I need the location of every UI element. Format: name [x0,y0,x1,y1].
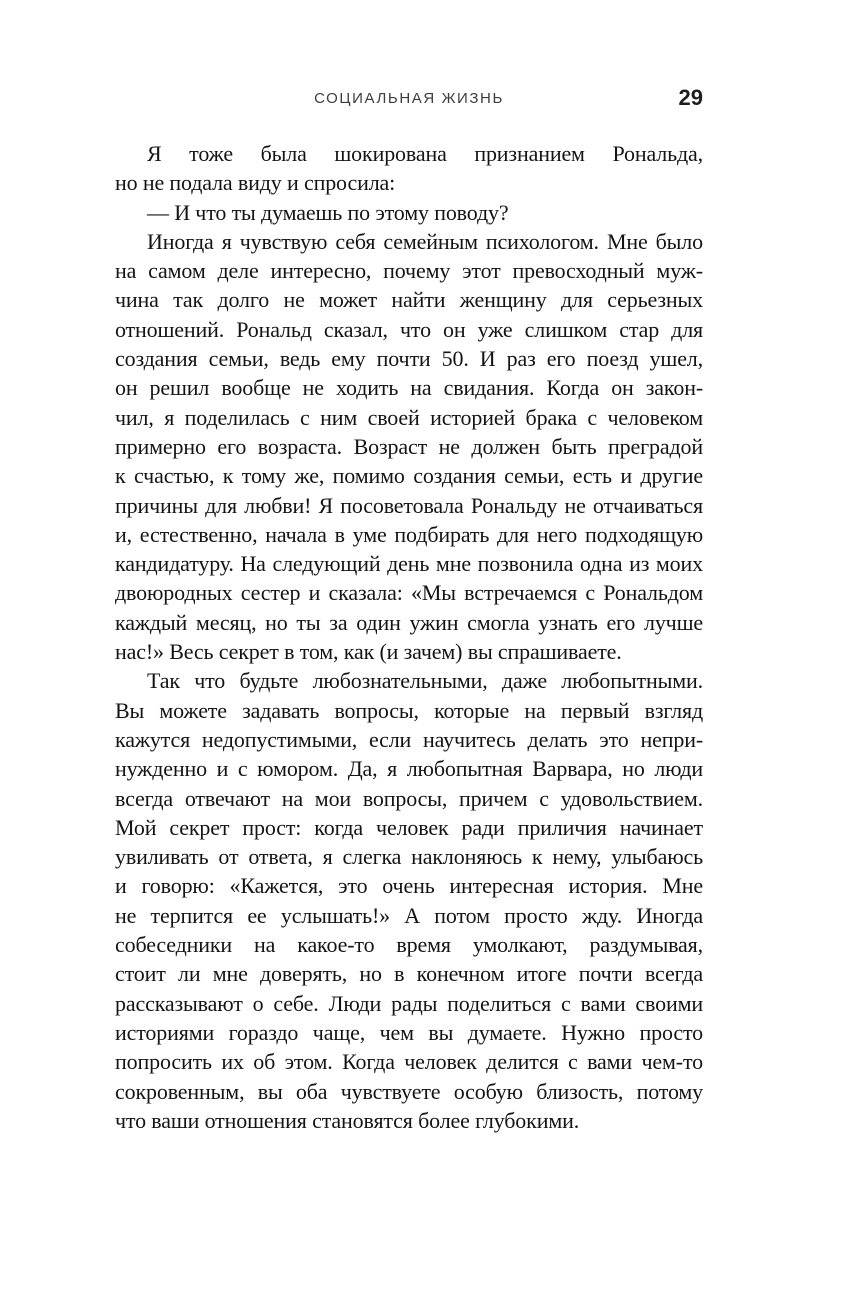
text-line: двоюродных сестер и сказала: «Мы встречаемся с Рональдом [115,580,703,606]
page-number: 29 [678,85,703,110]
text-line: примерно его возраста. Возраст не должен быть преградой [115,433,703,459]
text-line: и говорю: «Кажется, это очень интересная история. Мне [115,873,703,899]
text-line: Мой секрет прост: когда человек ради приличия начинает [115,814,703,840]
text-line: чина так долго не может найти женщину для серьезных [115,287,703,313]
text-line: что ваши отношения становятся более глубокими. [115,1107,580,1133]
text-line: Я тоже была шокирована признанием Рональда, [147,141,703,166]
text-line: — И что ты думаешь по этому поводу? [147,199,509,225]
text-line: историями гораздо чаще, чем вы думаете. Нужно просто [115,1019,703,1045]
text-line: не терпится ее услышать!» А потом просто жду. Иногда [115,902,703,928]
text-line: рассказывают о себе. Люди рады поделиться с вами своими [115,990,703,1016]
text-line: кажутся недопустимыми, если научитесь делать это непри- [115,726,703,752]
text-line: увиливать от ответа, я слегка наклоняюсь к нему, улыбаюсь [115,844,703,870]
text-line: но не подала виду и спросила: [115,170,396,196]
text-line: стоит ли мне доверять, но в конечном итоге почти всегда [115,961,703,987]
text-line: нас!» Весь секрет в том, как (и зачем) вы спрашиваете. [115,639,622,665]
text-line: Так что будьте любознательными, даже любопытными. [147,668,703,694]
text-line: он решил вообще не ходить на свидания. Когда он закон- [115,375,703,401]
running-header [115,85,703,114]
text-line: на самом деле интересно, почему этот превосходный муж- [115,258,703,284]
text-line: нужденно и с юмором. Да, я любопытная Варвара, но люди [115,756,703,782]
text-line: отношений. Рональд сказал, что он уже слишком стар для [115,316,703,342]
text-line: попросить их об этом. Когда человек делится с вами чем-то [115,1049,703,1075]
text-line: причины для любви! Я посоветовала Рональду не отчаиваться [115,492,703,518]
chapter-title: СОЦИАЛЬНАЯ ЖИЗНЬ [314,90,504,107]
text-line: всегда отвечают на мои вопросы, причем с удовольствием. [115,785,703,811]
text-line: чил, я поделилась с ним своей историей брака с человеком [115,404,703,430]
text-line: Вы можете задавать вопросы, которые на первый взгляд [115,697,703,723]
text-line: собеседники на какое-то время умолкают, раздумывая, [115,932,703,958]
text-line: Иногда я чувствую себя семейным психологом. Мне было [147,228,703,254]
text-line: к счастью, к тому же, помимо создания семьи, есть и другие [115,463,703,489]
body-text [115,139,703,1135]
text-line: создания семьи, ведь ему почти 50. И раз его поезд ушел, [115,346,703,372]
text-line: каждый месяц, но ты за один ужин смогла узнать его лучше [115,609,703,635]
text-line: сокровенным, вы оба чувствуете особую близость, потому [115,1078,703,1104]
text-line: и, естественно, начала в уме подбирать для него подходящую [115,521,703,547]
text-line: кандидатуру. На следующий день мне позвонила одна из моих [115,551,703,577]
